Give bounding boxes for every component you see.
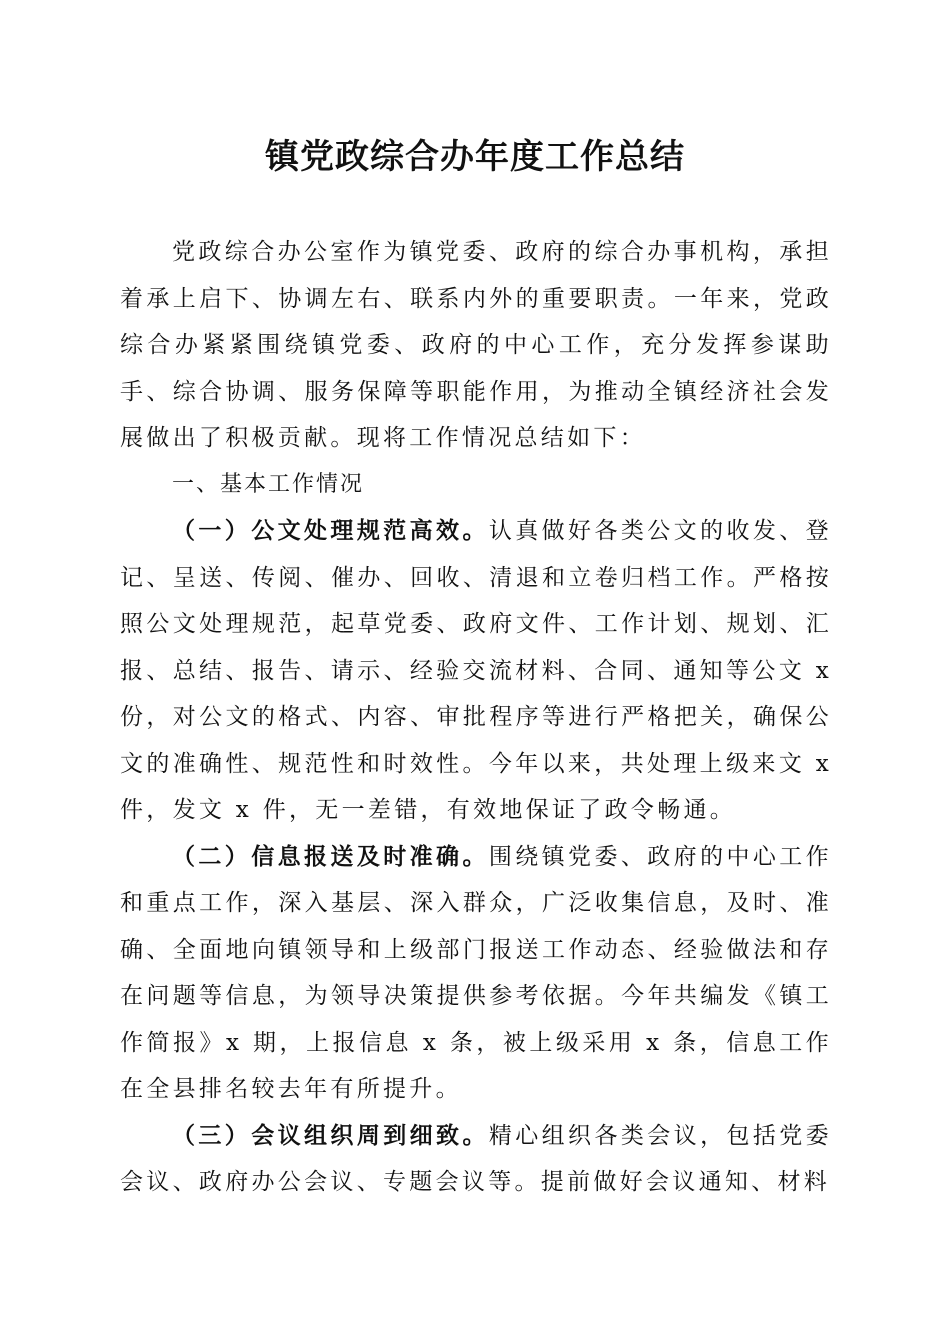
item-text-1: 认真做好各类公文的收发、登记、呈送、传阅、催办、回收、清退和立卷归档工作。严格按照公文处理规范，起草党委、政府文件、工作计划、规划、汇报、总结、报告、请示、经验交流材料、合同、通知等公文 x 份，对公文的格式、内容、审批程序等进行严格把关，确保公文的准确性、规范性和时效性。今年以来，共处理上级来文 x 件，发文 x 件，无一差错，有效地保证了政令畅通。: [120, 518, 832, 823]
item-lead-1: （一）公文处理规范高效。: [172, 517, 489, 544]
intro-paragraph: 党政综合办公室作为镇党委、政府的综合办事机构，承担着承上启下、协调左右、联系内外的重要职责。一年来，党政综合办紧紧围绕镇党委、政府的中心工作，充分发挥参谋助手、综合协调、服务保障等职能作用，为推动全镇经济社会发展做出了积极贡献。现将工作情况总结如下：: [120, 239, 832, 451]
item-lead-2: （二）信息报送及时准确。: [172, 842, 489, 870]
item-lead-3: （三）会议组织周到细致。: [172, 1121, 489, 1149]
document-body: [120, 229, 832, 1206]
item-text-2: 围绕镇党委、政府的中心工作和重点工作，深入基层、深入群众，广泛收集信息，及时、准确、全面地向镇领导和上级部门报送工作动态、经验做法和存在问题等信息，为领导决策提供参考依据。今年共编发《镇工作简报》x 期，上报信息 x 条，被上级采用 x 条，信息工作在全县排名较去年有所提升。: [120, 843, 832, 1102]
document-title: 镇党政综合办年度工作总结: [265, 137, 685, 177]
item-text-3: 精心组织各类会议，包括党委会议、政府办公会议、专题会议等。提前做好会议通知、材料: [120, 1122, 832, 1195]
item-paragraph-3: [120, 1113, 832, 1206]
item-paragraph-1: [120, 508, 832, 834]
item-paragraph-2: [120, 834, 832, 1113]
section-heading: 一、基本工作情况: [172, 471, 365, 497]
